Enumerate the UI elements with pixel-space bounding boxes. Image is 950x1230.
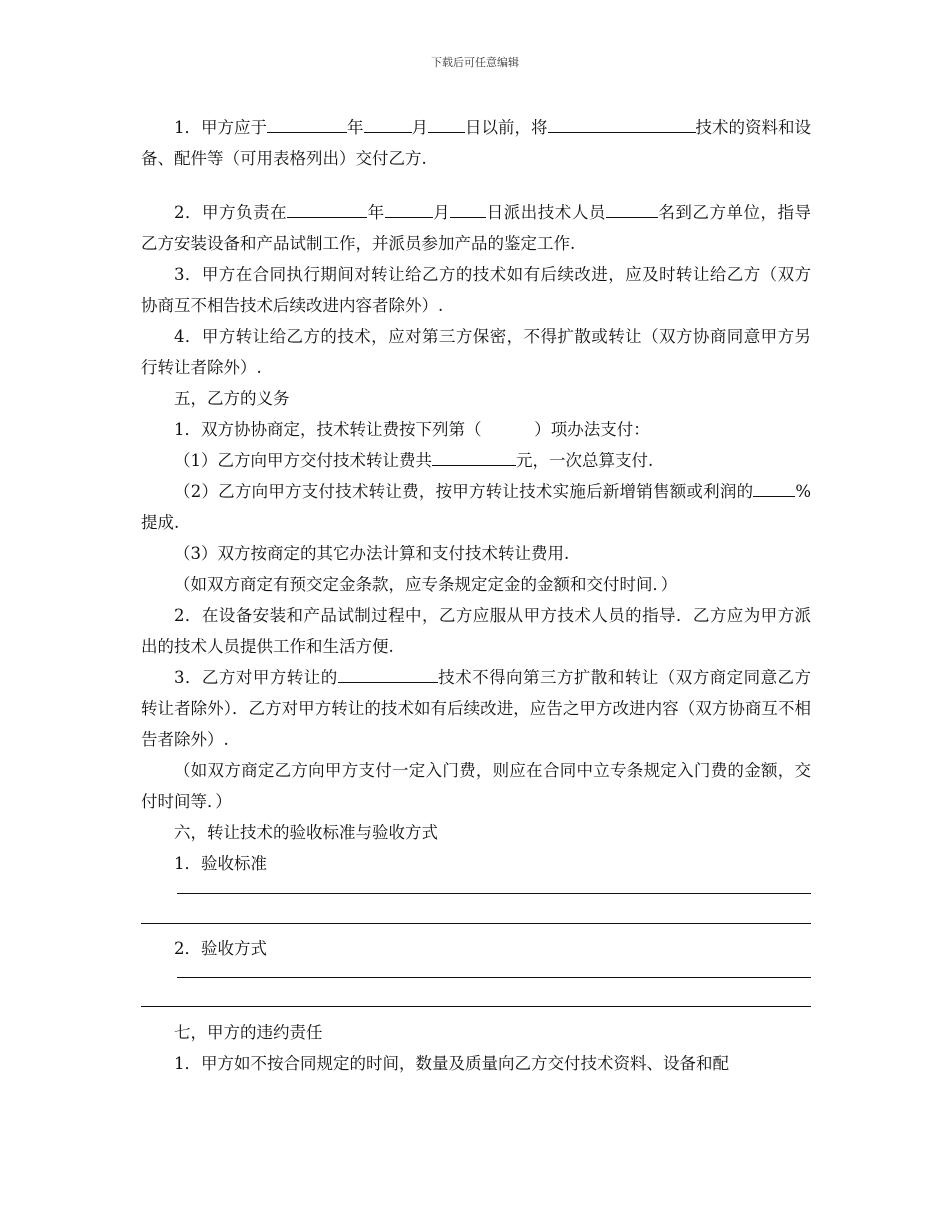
percent-blank <box>753 479 795 497</box>
clause-5-1-note: （如双方商定有预交定金条款，应专条规定定金的金额和交付时间．） <box>174 575 678 594</box>
day-blank <box>428 115 465 133</box>
clause-5-3 <box>141 662 811 755</box>
clause-6-2: 2．验收方式 <box>174 939 267 958</box>
day-blank <box>450 200 486 218</box>
clause-4-3: 3．甲方在合同执行期间对转让给乙方的技术如有后续改进，应及时转让给乙方（双方协商互不相告技术后续改进内容者除外）. <box>141 265 811 315</box>
technology-blank <box>338 665 438 683</box>
clause-text: （1）乙方向甲方交付技术转让费共 <box>174 451 432 470</box>
clause-text: 元，一次总算支付. <box>516 451 654 470</box>
clause-5-2: 2．在设备安装和产品试制过程中，乙方应服从甲方技术人员的指导．乙方应为甲方派出的技术人员提供工作和生活方便. <box>141 606 811 656</box>
clause-5-1-option-2 <box>141 476 811 538</box>
clause-5-1-option-3: （3）双方按商定的其它办法计算和支付技术转让费用. <box>174 544 570 563</box>
clause-text: 3．乙方对甲方转让的 <box>174 668 338 687</box>
clause-4-1 <box>141 112 811 174</box>
section-heading-6: 六，转让技术的验收标准与验收方式 <box>174 823 438 842</box>
clause-4-4: 4．甲方转让给乙方的技术，应对第三方保密，不得扩散或转让（双方协商同意甲方另行转让者除外）. <box>141 327 811 377</box>
clause-text: 日派出技术人员 <box>486 203 606 222</box>
clause-text: 年 <box>347 118 364 137</box>
contract-body <box>141 112 811 1079</box>
clause-7-1: 1．甲方如不按合同规定的时间，数量及质量向乙方交付技术资料、设备和配 <box>174 1054 729 1073</box>
clause-text: 1．甲方应于 <box>174 118 267 137</box>
clause-text: %提成. <box>141 482 811 532</box>
clause-text: 月 <box>432 203 451 222</box>
fill-in-line <box>177 977 811 978</box>
year-blank <box>267 115 347 133</box>
clause-text: （2）乙方向甲方支付技术转让费，按甲方转让技术实施后新增销售额或利润的 <box>174 482 754 501</box>
month-blank <box>385 200 433 218</box>
staff-count-blank <box>606 200 658 218</box>
clause-5-1 <box>141 414 811 445</box>
clause-6-1: 1．验收标准 <box>174 854 267 873</box>
clause-5-1-option-1 <box>141 445 811 476</box>
fee-blank <box>432 448 516 466</box>
fill-in-line <box>177 893 811 894</box>
clause-text: 日以前，将 <box>465 118 548 137</box>
fill-in-line <box>141 923 811 924</box>
clause-text: 2．甲方负责在 <box>174 203 288 222</box>
month-blank <box>364 115 412 133</box>
clause-text: 1．双方协协商定，技术转让费按下列第（ <box>174 420 482 439</box>
clause-4-2 <box>141 197 811 259</box>
clause-text: 名到乙方单位，指导乙方安装设备和产品试制工作，并派员参加产品的鉴定工作. <box>141 203 812 253</box>
clause-text: 年 <box>367 203 385 222</box>
clause-text: 月 <box>411 118 428 137</box>
technology-blank <box>548 115 696 133</box>
clause-5-note: （如双方商定乙方向甲方支付一定入门费，则应在合同中立专条规定入门费的金额，交付时间等．） <box>141 761 811 811</box>
section-heading-5: 五，乙方的义务 <box>174 389 290 408</box>
clause-text: 技术的资料和设备、配件等（可用表格列出）交付乙方. <box>141 118 811 168</box>
section-heading-7: 七，甲方的违约责任 <box>174 1023 323 1042</box>
page-header: 下载后可任意编辑 <box>431 56 519 69</box>
clause-text: ）项办法支付： <box>534 420 650 439</box>
clause-text: 技术不得向第三方扩散和转让（双方商定同意乙方转让者除外）．乙方对甲方转让的技术如有后续改进，应告之甲方改进内容（双方协商互不相告者除外）. <box>141 668 811 749</box>
fill-in-line <box>141 1006 811 1007</box>
year-blank <box>287 200 367 218</box>
